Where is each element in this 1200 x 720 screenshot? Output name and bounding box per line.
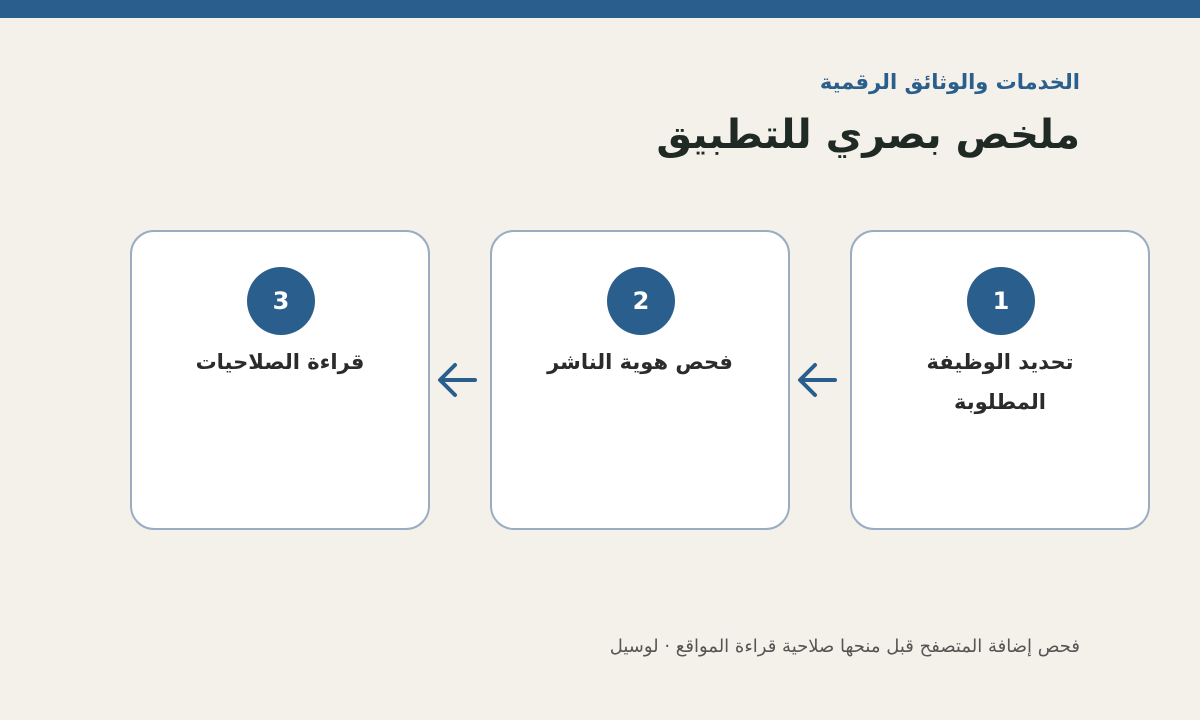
step-number-badge: 2: [607, 267, 675, 335]
step-card-1: [850, 230, 1150, 530]
top-accent-bar: [0, 0, 1200, 18]
arrow-left-icon: [795, 360, 839, 400]
step-label: قراءة الصلاحيات: [195, 350, 365, 374]
section-eyebrow: الخدمات والوثائق الرقمية: [819, 70, 1080, 94]
step-number-badge: 3: [247, 267, 315, 335]
page-title: ملخص بصري للتطبيق: [656, 112, 1080, 158]
footer-caption: فحص إضافة المتصفح قبل منحها صلاحية قراءة المواقع · لوسيل: [609, 636, 1080, 657]
step-card-2: [490, 230, 790, 530]
step-number-badge: 1: [967, 267, 1035, 335]
step-label: فحص هوية الناشر: [547, 350, 733, 374]
step-label: تحديد الوظيفة المطلوبة: [926, 350, 1074, 414]
arrow-left-icon: [435, 360, 479, 400]
step-card-3: [130, 230, 430, 530]
